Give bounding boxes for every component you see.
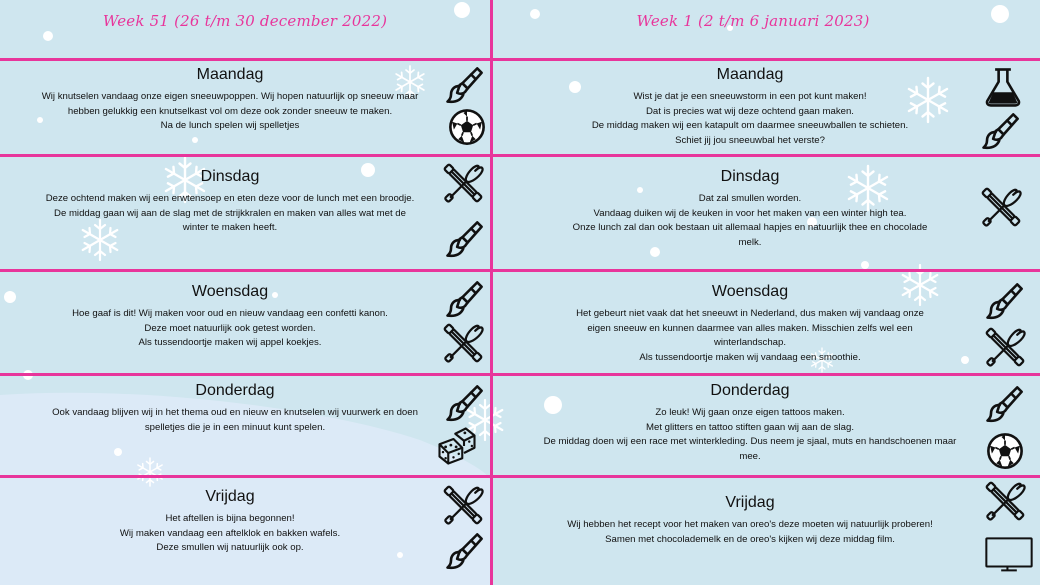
row-divider: [0, 475, 1040, 478]
row-divider: [0, 269, 1040, 272]
day-text: De middag doen wij een race met winterkleding. Dus neem je sjaal, muts en handschoenen maar: [543, 436, 957, 447]
day-text: Wij knutselen vandaag onze eigen sneeuwpoppen. Wij hopen natuurlijk op sneeuw maar: [41, 91, 419, 102]
right-day-thursday: [515, 382, 985, 464]
center-divider: [490, 0, 493, 585]
day-text: Deze moet natuurlijk ook getest worden.: [144, 322, 316, 334]
right-week-header: Week 1 (2 t/m 6 januari 2023): [636, 12, 870, 30]
day-text: hebben gelukkig een knutselkast vol om deze ook zonder sneeuw te maken.: [67, 105, 393, 117]
baking-whisk-icon: [442, 322, 484, 364]
baking-whisk-icon: [442, 484, 484, 526]
day-text: Als tussendoortje maken wij vandaag een smoothie.: [639, 351, 861, 363]
row-divider: [0, 154, 1040, 157]
day-text: Deze smullen wij natuurlijk ook op.: [156, 542, 304, 553]
right-day-tuesday: [535, 168, 965, 250]
flask-icon: [982, 66, 1024, 108]
row-divider: [0, 373, 1040, 376]
dice-icon: [436, 425, 478, 467]
left-day-tuesday: [20, 168, 440, 236]
paintbrush-icon: [984, 280, 1026, 322]
day-text: Onze lunch zal dan ook bestaan uit allemaal hapjes en natuurlijk thee en chocolade: [572, 222, 928, 233]
day-text: Na de lunch spelen wij spelletjes: [160, 120, 300, 131]
day-text: Zo leuk! Wij gaan onze eigen tattoos maken.: [655, 407, 845, 418]
day-text: melk.: [738, 236, 762, 248]
left-day-friday: [20, 488, 440, 556]
day-text: De middag gaan wij aan de slag met de strijkkralen en maken van alles wat met de: [54, 207, 406, 219]
day-text: Schiet jij jou sneeuwbal het verste?: [675, 134, 825, 146]
paintbrush-icon: [984, 383, 1026, 425]
day-text: Het gebeurt niet vaak dat het sneeuwt in Nederland, dus maken wij vandaag onze: [576, 308, 924, 319]
paintbrush-icon: [444, 64, 486, 106]
row-divider: [0, 58, 1040, 61]
day-text: mee.: [739, 450, 761, 462]
day-text: eigen sneeuw en kunnen daarmee van alles maken. Misschien zelfs wel een: [587, 322, 913, 334]
baking-whisk-icon: [984, 480, 1026, 522]
day-text: Met glitters en tattoo stiften gaan wij aan de slag.: [646, 421, 854, 433]
paintbrush-icon: [980, 110, 1022, 152]
day-text: Het aftellen is bijna begonnen!: [165, 513, 295, 524]
day-title: Donderdag: [195, 382, 275, 399]
baking-whisk-icon: [442, 162, 484, 204]
day-text: Dat zal smullen worden.: [698, 193, 802, 204]
day-title: Maandag: [716, 66, 784, 83]
day-title: Vrijdag: [205, 488, 255, 505]
day-title: Woensdag: [191, 283, 269, 300]
day-text: Deze ochtend maken wij een erwtensoep en eten deze voor de lunch met een broodje.: [45, 193, 415, 204]
day-text: spelletjes die je in een minuut kunt spelen.: [144, 421, 326, 433]
day-title: Dinsdag: [200, 168, 260, 185]
television-icon: [984, 534, 1034, 574]
left-day-monday: [20, 66, 440, 134]
day-title: Dinsdag: [720, 168, 780, 185]
paintbrush-icon: [444, 218, 486, 260]
day-text: Samen met chocolademelk en de oreo's kijken wij deze middag film.: [605, 533, 895, 545]
right-day-monday: [535, 66, 965, 148]
left-day-wednesday: [20, 283, 440, 351]
day-text: Wij maken vandaag een aftelklok en bakken wafels.: [119, 527, 341, 539]
right-day-wednesday: [535, 283, 965, 365]
day-text: winterlandschap.: [714, 337, 786, 348]
right-day-friday: [535, 494, 965, 547]
day-title: Woensdag: [711, 283, 789, 300]
day-title: Vrijdag: [725, 494, 775, 511]
day-title: Maandag: [196, 66, 264, 83]
soccer-ball-icon: [984, 430, 1026, 472]
day-text: De middag maken wij een katapult om daarmee sneeuwballen te schieten.: [591, 120, 909, 131]
left-day-thursday: [20, 382, 450, 435]
day-text: Wist je dat je een sneeuwstorm in een pot kunt maken!: [633, 91, 867, 102]
left-week-header: Week 51 (26 t/m 30 december 2022): [102, 12, 388, 30]
day-text: Ook vandaag blijven wij in het thema oud en nieuw en knutselen wij vuurwerk en doen: [52, 407, 418, 418]
baking-whisk-icon: [980, 186, 1022, 228]
baking-whisk-icon: [984, 326, 1026, 368]
day-text: Dat is precies wat wij deze ochtend gaan maken.: [646, 105, 854, 117]
paintbrush-icon: [444, 278, 486, 320]
soccer-ball-icon: [446, 106, 488, 148]
day-text: Wij hebben het recept voor het maken van oreo's deze moeten wij natuurlijk proberen!: [567, 519, 933, 530]
day-text: Vandaag duiken wij de keuken in voor het maken van een winter high tea.: [593, 207, 907, 219]
day-text: Als tussendoortje maken wij appel koekjes.: [138, 337, 322, 348]
paintbrush-icon: [444, 530, 486, 572]
paintbrush-icon: [444, 382, 486, 424]
day-text: Hoe gaaf is dit! Wij maken voor oud en nieuw vandaag een confetti kanon.: [72, 308, 388, 319]
day-text: winter te maken heeft.: [182, 222, 278, 233]
day-title: Donderdag: [710, 382, 790, 399]
